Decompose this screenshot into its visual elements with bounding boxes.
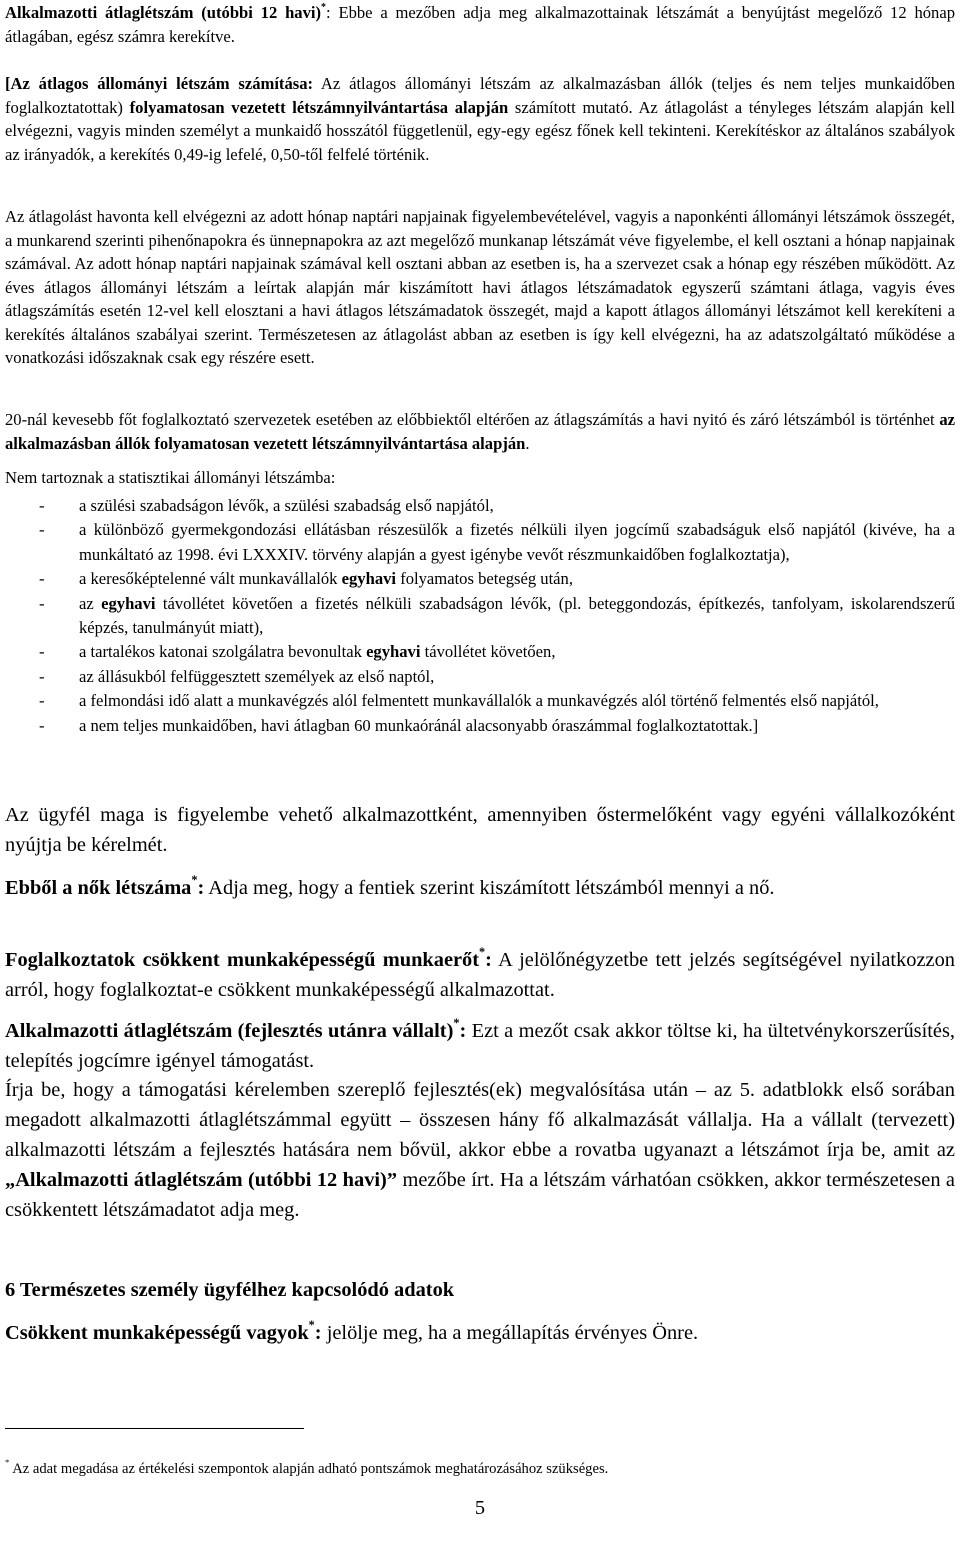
paragraph-fejlesztes-utanra-vallalt: Alkalmazotti átlaglétszám (fejlesztés utánra vállalt)*: Ezt a mezőt csak akkor töltse ki, ha ültetvénykorszerűsítés, telepítés jogcímre igényel támogatást. xyxy=(5,1016,956,1072)
paragraph-alkalmazotti-atlaglétszam: Alkalmazotti átlaglétszám (utóbbi 12 havi)*: Ebbe a mezőben adja meg alkalmazottainak létszámát a benyújtást megelőző 12 hónap átlagában, egész számra kerekítve. xyxy=(5,1,956,46)
list-item: - a különböző gyermekgondozási ellátásban részesülők a fizetés nélküli ilyen jogcímű szabadságuk első napjától (kivéve, ha a munkáltató az 1998. évi LXXXIV. törvény alapján a gyest igénybe vevőt részmunkaidőben foglalkoztatja), xyxy=(39,520,955,564)
list-item: - az egyhavi távollétet követően a fizetés nélküli szabadságon lévők, (pl. beteggondozás, építkezés, tanfolyam, iskolarendszerű képzés, tanulmányút miatt), xyxy=(39,593,955,638)
paragraph-20-fo-alatt: 20-nál kevesebb főt foglalkoztató szervezetek esetében az előbbiektől eltérően az átlagszámítás a havi nyitó és záró létszámból is történhet az alkalmazásban állók folyamatosan vezetett létszámnyilvántartása alapján. xyxy=(5,410,955,453)
paragraph-nem-tartoznak: Nem tartoznak a statisztikai állományi létszámba: xyxy=(5,468,336,487)
list-item: - a szülési szabadságon lévők, a szülési szabadság első napjától, xyxy=(39,496,494,515)
footnote-separator xyxy=(5,1428,304,1429)
paragraph-ugyfel-alkalmazott: Az ügyfél maga is figyelembe vehető alkalmazottként, amennyiben őstermelőként vagy egyéni vállalkozóként nyújtja be kérelmét. xyxy=(5,804,955,856)
list-item: - az állásukból felfüggesztett személyek az első naptól, xyxy=(39,666,435,686)
paragraph-atlag-szamitas: [Az átlagos állományi létszám számítása: Az átlagos állományi létszám az alkalmazásban állók (teljes és nem teljes munkaidőben foglalkoztatottak) folyamatosan vezetett létszámnyilvántartása alapján számított mutató. Az átlagolást a tényleges létszám alapján kell elvégezni, vagyis minden személyt a munkaidő hosszától függetlenül, egy-egy egész főnek kell tekinteni. Kerekítéskor az általános szabályok az irányadók, a kerekítés 0,49-ig lefelé, 0,50-től felfelé történik. xyxy=(5,74,955,164)
list-item: - a tartalékos katonai szolgálatra bevonultak egyhavi távollétet követően, xyxy=(39,642,556,662)
paragraph-irja-be: Írja be, hogy a támogatási kérelemben szereplő fejlesztés(ek) megvalósítása után – az 5. adatblokk első sorában megadott alkalmazotti átlaglétszámmal együtt – összesen hány fő alkalmazását vállalja. Ha a vállalt (tervezett) alkalmazotti létszám a fejlesztés hatására nem bővül, akkor ebbe a rovatba ugyanazt a létszámot írja be, amit az „Alkalmazotti átlaglétszám (utóbbi 12 havi)” mezőbe írt. Ha a létszám várhatóan csökken, akkor természetesen a csökkentett létszámadatot adja meg. xyxy=(5,1079,955,1221)
page-number: 5 xyxy=(474,1497,486,1519)
list-item: - a felmondási idő alatt a munkavégzés alól felmentett munkavállalók a munkavégzés alól történő felmentés első napjától, xyxy=(39,691,879,711)
list-item: - a keresőképtelenné vált munkavállalók egyhavi folyamatos betegség után, xyxy=(39,569,573,589)
paragraph-nok-letszama: Ebből a nők létszáma*: Adja meg, hogy a fentiek szerint kiszámított létszámból mennyi a nő. xyxy=(5,873,775,899)
paragraph-csokkent-munkakepessegu-vagyok: Csökkent munkaképességű vagyok*: jelölje meg, ha a megállapítás érvényes Önre. xyxy=(5,1318,699,1344)
paragraph-csokkent-munkakepessegu-munkaero: Foglalkoztatok csökkent munkaképességű munkaerőt*: A jelölőnégyzetbe tett jelzés segítségével nyilatkozzon arról, hogy foglalkoztat-e csökkent munkaképességű alkalmazottat. xyxy=(5,945,955,1001)
footnote: * Az adat megadása az értékelési szempontok alapján adható pontszámok meghatározásához szükséges. xyxy=(5,1457,609,1477)
paragraph-havi-atlagolas: Az átlagolást havonta kell elvégezni az adott hónap naptári napjainak figyelembevételével, vagyis a naponkénti állományi létszámok összegét, a munkarend szerinti pihenőnapokra és ünnepnapokra az azt megelőző munkanap létszámát véve figyelembe, el kell osztani a hónap napjainak számával. Az adott hónap naptári napjainak számával kell osztani abban az esetben is, ha a szervezet csak a hónap egy részében működött. Az éves átlagos állományi létszám a leírtak alapján már kiszámított havi átlagos létszámadatok egyszerű számtani átlaga, vagyis éves átlagszámítás esetén 12-vel kell elosztani a havi átlagos létszámadatok összegét, majd a kapott átlagos állományi létszámot kell kerekíteni a kerekítés általános szabályai szerint. Természetesen az átlagolást abban az esetben is így kell elvégezni, ha az adatszolgáltató működése a vonatkozási időszaknak csak egy részére esett. xyxy=(5,207,955,367)
section-heading-6: 6 Természetes személy ügyfélhez kapcsolódó adatok xyxy=(5,1279,455,1301)
list-item: - a nem teljes munkaidőben, havi átlagban 60 munkaóránál alacsonyabb óraszámmal foglalkoztatottak.] xyxy=(39,715,759,735)
exclusion-list xyxy=(5,494,955,738)
